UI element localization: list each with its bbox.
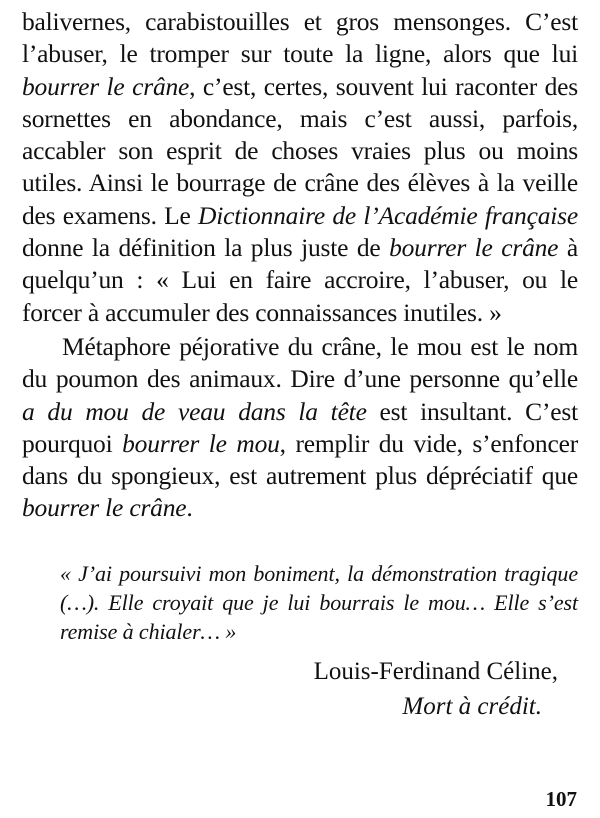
paragraph-1-text-2: , c’est, certes, souvent lui raconter des sornettes en abondance, mais c’est aussi, parfois, accabler son esprit de choses vraies plus ou moins utiles. Ainsi le bourrage de crâne des élèves à la veille des examens. Le — [22, 71, 578, 230]
paragraph-1 — [22, 6, 578, 329]
paragraph-1-text-3: donne la définition la plus juste de — [22, 233, 390, 263]
paragraph-2-text-4: . — [186, 493, 193, 523]
paragraph-2-italic-3: bourrer le crâne — [22, 493, 187, 523]
quote-attribution — [22, 654, 578, 724]
paragraph-2 — [22, 331, 578, 525]
paragraph-1-italic-2: Dictionnaire de l’Académie française — [198, 200, 578, 230]
paragraph-2-text-1: Métaphore péjorative du crâne, le mou est le nom du poumon des animaux. Dire d’une personne qu’elle — [22, 331, 578, 394]
paragraph-1-italic-1: bourrer le crâne — [22, 71, 190, 101]
paragraph-1-text-1: balivernes, carabistouilles et gros mensonges. C’est l’abuser, le tromper sur toute la ligne, alors que lui — [22, 7, 578, 69]
paragraph-2-text-2: est insultant. C’est pourquoi — [22, 396, 578, 458]
paragraph-1-italic-3: bourrer le crâne — [389, 233, 559, 263]
attribution-author: Louis-Ferdinand Céline, — [313, 657, 558, 685]
paragraph-1-text-4: à quelqu’un : « Lui en faire accroire, l’abuser, ou le forcer à accumuler des connaissances inutiles. » — [22, 233, 578, 327]
attribution-work: Mort à crédit. — [402, 692, 542, 720]
paragraph-2-italic-2: bourrer le mou — [122, 428, 280, 458]
paragraph-2-text-3: , remplir du vide, s’enfoncer dans du spongieux, est autrement plus dépréciatif que — [22, 428, 578, 491]
book-page — [22, 6, 578, 724]
block-quote: « J’ai poursuivi mon boniment, la démonstration tragique (…). Elle croyait que je lui bourrais le mou… Elle s’est remise à chialer… » — [60, 560, 578, 644]
page-number: 107 — [545, 787, 577, 811]
paragraph-2-italic-1: a du mou de veau dans la tête — [22, 396, 367, 426]
